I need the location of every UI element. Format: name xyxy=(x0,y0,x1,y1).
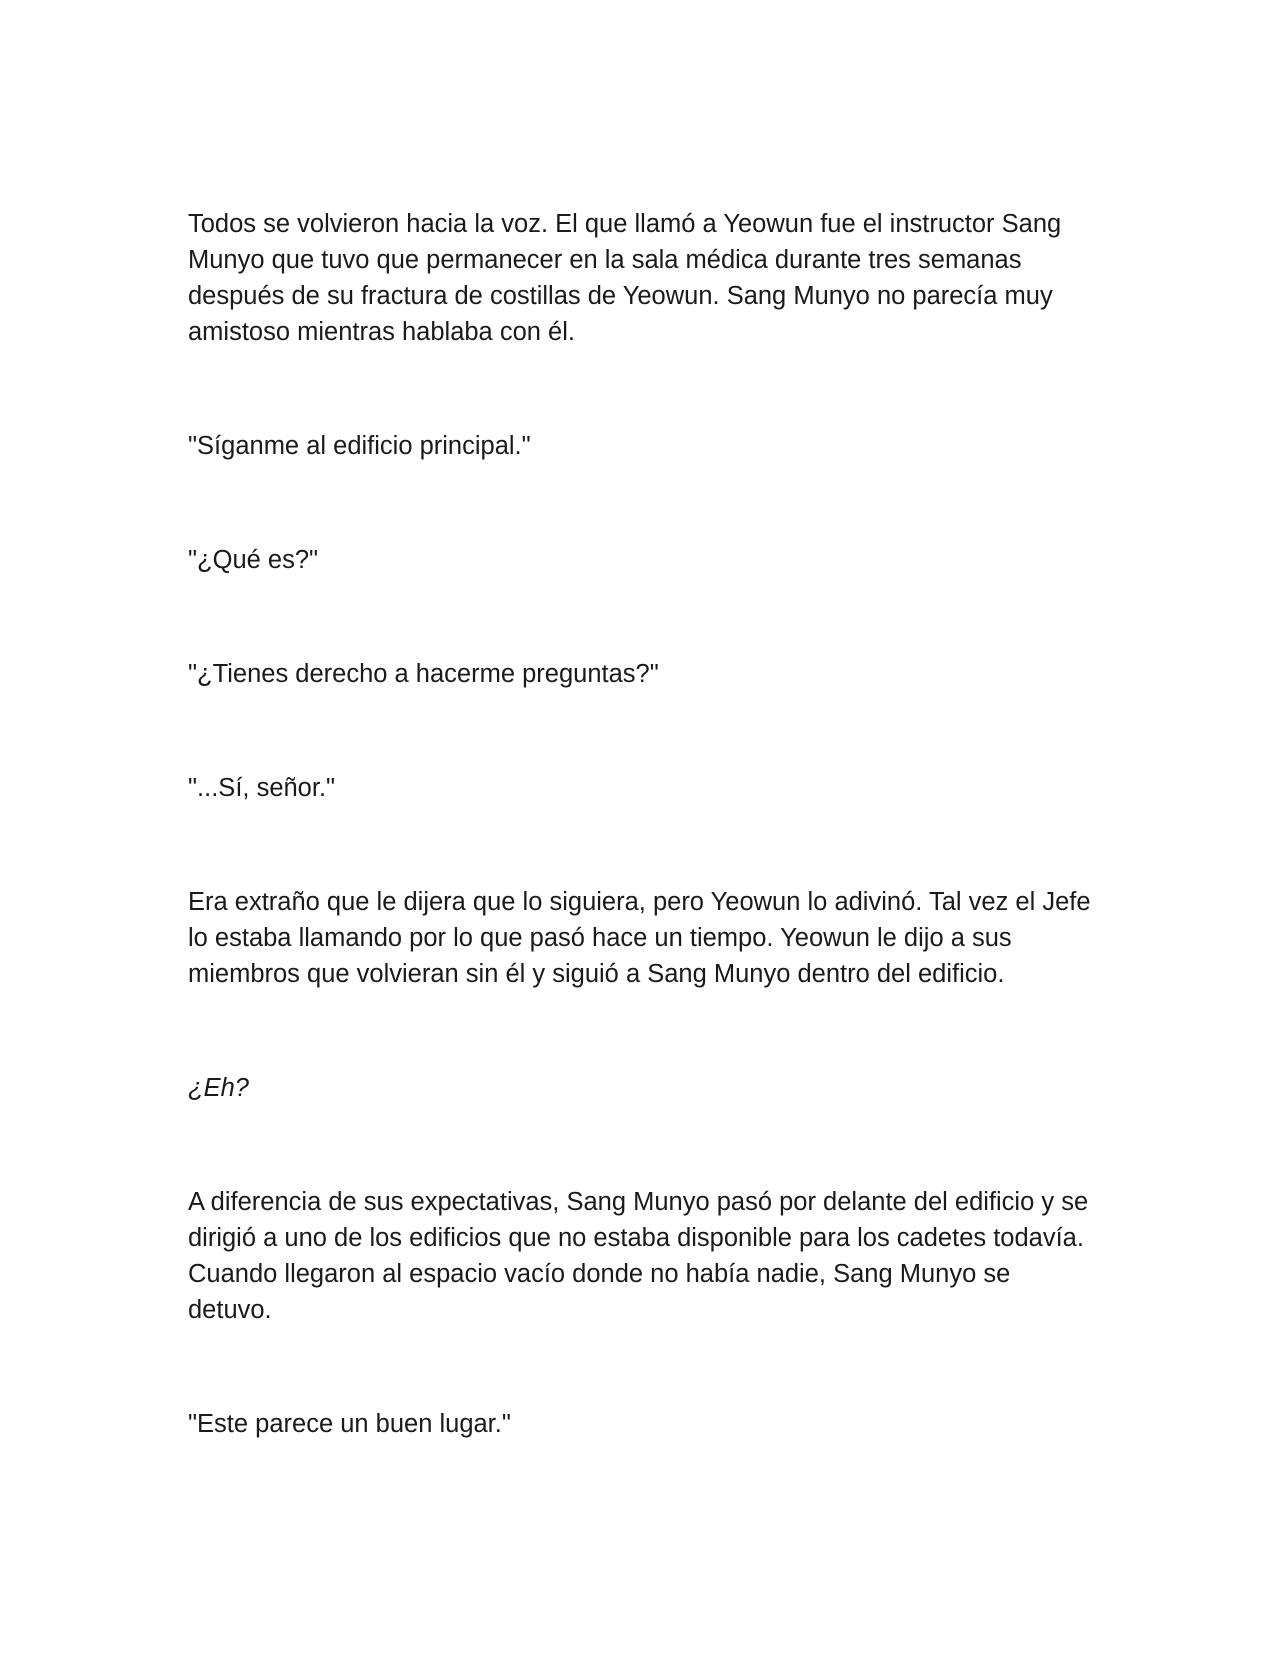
paragraph-narration-3: A diferencia de sus expectativas, Sang Munyo pasó por delante del edificio y se dirigió a uno de los edificios que no estaba disponible para los cadetes todavía. Cuando llegaron al espacio vacío donde no había nadie, Sang Munyo se detuvo. xyxy=(188,1188,1089,1324)
paragraph-dialogue-5: "Este parece un buen lugar." xyxy=(188,1410,511,1438)
paragraph-narration-2: Era extraño que le dijera que lo siguiera, pero Yeowun lo adivinó. Tal vez el Jefe lo estaba llamando por lo que pasó hace un tiempo. Yeowun le dijo a sus miembros que volvieran sin él y siguió a Sang Munyo dentro del edificio. xyxy=(188,888,1091,988)
paragraph-dialogue-4: "...Sí, señor." xyxy=(188,774,336,802)
paragraph-dialogue-1: "Síganme al edificio principal." xyxy=(188,432,531,460)
document-page xyxy=(188,206,1098,1520)
paragraph-thought-1: ¿Eh? xyxy=(188,1074,249,1102)
paragraph-narration-1: Todos se volvieron hacia la voz. El que llamó a Yeowun fue el instructor Sang Munyo que tuvo que permanecer en la sala médica durante tres semanas después de su fractura de costillas de Yeowun. Sang Munyo no parecía muy amistoso mientras hablaba con él. xyxy=(188,210,1062,346)
paragraph-dialogue-2: "¿Qué es?" xyxy=(188,546,319,574)
paragraph-dialogue-3: "¿Tienes derecho a hacerme preguntas?" xyxy=(188,660,659,688)
